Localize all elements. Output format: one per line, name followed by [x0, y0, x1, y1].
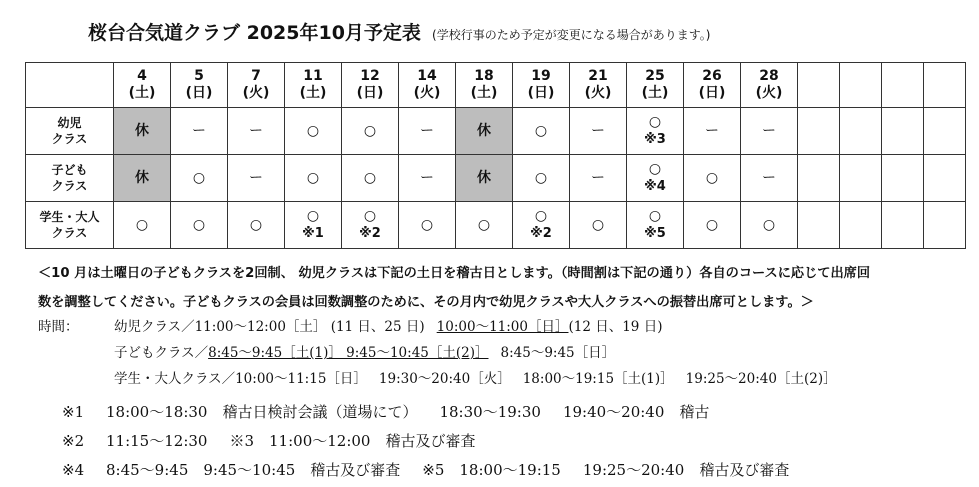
- schedule-cell: [228, 155, 285, 202]
- infant-sun: 10:00～11:00［日］: [436, 319, 569, 335]
- rest-cell: [456, 155, 513, 202]
- footnote-item: 18:00～18:30 稽古日検討会議（道場にて）: [106, 403, 418, 421]
- timetable-label: 時間：: [38, 319, 79, 335]
- title-note: (学校行事のため予定が変更になる場合があります。): [432, 28, 711, 42]
- cell-mark: ○: [306, 169, 320, 186]
- class-label: [26, 202, 114, 249]
- cell-mark: ○: [534, 169, 548, 186]
- date-day: 14: [417, 68, 437, 84]
- cell-mark: ー: [762, 169, 776, 186]
- cell-footnote-ref: ※5: [644, 226, 666, 241]
- footnotes: [62, 398, 789, 485]
- child-sun: 8:45～9:45［日］: [500, 345, 616, 361]
- cell-mark: ○: [306, 122, 320, 139]
- schedule-cell: [741, 202, 798, 249]
- schedule-cell: [285, 155, 342, 202]
- schedule-cell: [114, 202, 171, 249]
- class-label-line: クラス: [51, 226, 88, 240]
- date-weekday: (火): [584, 85, 612, 101]
- notice-line-2: 数を調整してください。子どもクラスの会員は回数調整のために、その月内で幼児クラスや大人クラスへの振替出席可とします。＞: [38, 295, 814, 310]
- adult-sat-2: 19:25～20:40［土(2)］: [685, 371, 837, 387]
- empty-cell: [798, 108, 840, 155]
- infant-sun-dates: (12 日、19 日): [568, 319, 663, 335]
- date-header: [114, 63, 171, 108]
- date-day: 26: [702, 68, 722, 84]
- date-day: 5: [194, 68, 204, 84]
- date-weekday: (日): [185, 85, 213, 101]
- child-sat: 8:45～9:45［土(1)］ 9:45～10:45［土(2)］: [208, 345, 489, 361]
- schedule-cell: [342, 202, 399, 249]
- date-header: [456, 63, 513, 108]
- notice-text: [38, 259, 958, 317]
- date-header: [513, 63, 570, 108]
- date-day: 28: [759, 68, 779, 84]
- timetable-infant: [38, 314, 837, 340]
- cell-mark: ー: [249, 169, 263, 186]
- cell-mark: ○: [591, 216, 605, 233]
- cell-footnote-ref: ※2: [359, 226, 381, 241]
- cell-mark: 休: [135, 169, 149, 186]
- schedule-cell: [171, 202, 228, 249]
- cell-mark: ○: [420, 216, 434, 233]
- schedule-cell: [399, 108, 456, 155]
- cell-mark: ○: [648, 161, 662, 177]
- rest-cell: [114, 108, 171, 155]
- schedule-cell: [627, 155, 684, 202]
- rest-cell: [456, 108, 513, 155]
- empty-cell: [798, 202, 840, 249]
- schedule-cell: [285, 202, 342, 249]
- schedule-cell: [342, 155, 399, 202]
- schedule-cell: [570, 155, 627, 202]
- schedule-cell: [228, 202, 285, 249]
- schedule-row: [26, 108, 966, 155]
- empty-cell: [798, 63, 840, 108]
- footnote-item: 11:15～12:30: [106, 432, 208, 450]
- footnote-item: 19:40～20:40 稽古: [562, 403, 710, 421]
- empty-cell: [882, 155, 924, 202]
- empty-cell: [798, 155, 840, 202]
- schedule-cell: [399, 155, 456, 202]
- cell-mark: 休: [135, 122, 149, 139]
- date-day: 25: [645, 68, 665, 84]
- cell-mark: ○: [363, 122, 377, 139]
- cell-mark: ○: [534, 122, 548, 139]
- schedule-cell: [684, 108, 741, 155]
- notice-line-1: ＜10 月は土曜日の子どもクラスを2回制、 幼児クラスは下記の土日を稽古日とします。（時間割は下記の通り）各自のコースに応じて出席回: [38, 266, 871, 281]
- cell-mark: ○: [192, 169, 206, 186]
- schedule-cell: [513, 155, 570, 202]
- date-weekday: (土): [128, 85, 156, 101]
- class-label-line: クラス: [51, 132, 88, 146]
- date-header: [570, 63, 627, 108]
- schedule-cell: [228, 108, 285, 155]
- schedule-cell: [627, 202, 684, 249]
- footnote-item: ※3 11:00～12:00 稽古及び審査: [229, 432, 476, 450]
- footnote-3: [62, 456, 789, 485]
- class-label-line: 幼児: [57, 116, 82, 130]
- cell-mark: ○: [648, 114, 662, 130]
- cell-mark: ○: [534, 208, 548, 224]
- schedule-cell: [684, 202, 741, 249]
- date-weekday: (日): [698, 85, 726, 101]
- date-day: 7: [251, 68, 261, 84]
- cell-mark: ○: [363, 169, 377, 186]
- schedule-row: [26, 202, 966, 249]
- cell-mark: ○: [762, 216, 776, 233]
- date-header: [285, 63, 342, 108]
- class-label: [26, 108, 114, 155]
- schedule-cell: [627, 108, 684, 155]
- date-weekday: (土): [470, 85, 498, 101]
- cell-mark: ○: [477, 216, 491, 233]
- footnote-mark: ※4: [62, 461, 85, 479]
- empty-cell: [882, 108, 924, 155]
- date-day: 4: [137, 68, 147, 84]
- empty-cell: [882, 63, 924, 108]
- date-header: [399, 63, 456, 108]
- timetable-child: [38, 340, 837, 366]
- date-weekday: (火): [242, 85, 270, 101]
- footnote-item: 19:25～20:40 稽古及び審査: [582, 461, 790, 479]
- date-header: [342, 63, 399, 108]
- schedule-cell: [570, 108, 627, 155]
- cell-footnote-ref: ※2: [530, 226, 552, 241]
- child-label: 子どもクラス／: [114, 345, 209, 361]
- date-header: [171, 63, 228, 108]
- cell-mark: ー: [420, 122, 434, 139]
- schedule-cell: [171, 108, 228, 155]
- cell-mark: ー: [192, 122, 206, 139]
- cell-mark: ○: [249, 216, 263, 233]
- cell-footnote-ref: ※1: [302, 226, 324, 241]
- schedule-cell: [684, 155, 741, 202]
- date-weekday: (土): [641, 85, 669, 101]
- cell-mark: ○: [363, 208, 377, 224]
- empty-cell: [924, 155, 966, 202]
- schedule-cell: [456, 202, 513, 249]
- timetable: [38, 314, 837, 392]
- adult-sat-1: 18:00～19:15［土(1)］: [522, 371, 674, 387]
- cell-mark: ○: [306, 208, 320, 224]
- rest-cell: [114, 155, 171, 202]
- schedule-cell: [513, 202, 570, 249]
- footnote-mark: ※1: [62, 403, 85, 421]
- date-header: [627, 63, 684, 108]
- empty-cell: [840, 202, 882, 249]
- footnote-1: [62, 398, 789, 427]
- schedule-table: [25, 62, 966, 249]
- schedule-cell: [399, 202, 456, 249]
- schedule-cell: [285, 108, 342, 155]
- cell-mark: ー: [591, 169, 605, 186]
- empty-cell: [924, 108, 966, 155]
- class-label-line: クラス: [51, 179, 88, 193]
- schedule-cell: [570, 202, 627, 249]
- footnote-2: [62, 427, 789, 456]
- cell-mark: 休: [477, 169, 491, 186]
- footnote-item: ※5 18:00～19:15: [422, 461, 561, 479]
- schedule-cell: [513, 108, 570, 155]
- class-label-line: 学生・大人: [39, 210, 100, 224]
- cell-footnote-ref: ※4: [644, 179, 666, 194]
- cell-mark: ○: [705, 169, 719, 186]
- date-day: 19: [531, 68, 551, 84]
- date-day: 12: [360, 68, 380, 84]
- date-header: [741, 63, 798, 108]
- cell-mark: ○: [135, 216, 149, 233]
- date-day: 21: [588, 68, 608, 84]
- class-label-line: 子ども: [51, 163, 88, 177]
- date-weekday: (日): [527, 85, 555, 101]
- schedule-cell: [342, 108, 399, 155]
- cell-mark: ー: [762, 122, 776, 139]
- date-header: [684, 63, 741, 108]
- date-weekday: (日): [356, 85, 384, 101]
- adult-sun: 学生・大人クラス／10:00～11:15［日］: [114, 371, 367, 387]
- date-day: 18: [474, 68, 494, 84]
- empty-cell: [924, 63, 966, 108]
- empty-cell: [840, 155, 882, 202]
- footnote-mark: ※2: [62, 432, 85, 450]
- schedule-cell: [171, 155, 228, 202]
- date-weekday: (火): [755, 85, 783, 101]
- schedule-cell: [741, 155, 798, 202]
- date-header: [228, 63, 285, 108]
- header-row: [26, 63, 966, 108]
- adult-tue: 19:30～20:40［火］: [378, 371, 511, 387]
- empty-cell: [882, 202, 924, 249]
- timetable-adult: [38, 366, 837, 392]
- date-day: 11: [303, 68, 323, 84]
- date-weekday: (火): [413, 85, 441, 101]
- infant-sat: 幼児クラス／11:00～12:00［土］ (11 日、25 日): [114, 319, 425, 335]
- schedule-cell: [741, 108, 798, 155]
- page-title: [88, 18, 710, 45]
- cell-footnote-ref: ※3: [644, 132, 666, 147]
- cell-mark: ー: [249, 122, 263, 139]
- cell-mark: ー: [705, 122, 719, 139]
- corner-cell: [26, 63, 114, 108]
- empty-cell: [840, 108, 882, 155]
- cell-mark: ー: [420, 169, 434, 186]
- cell-mark: ○: [705, 216, 719, 233]
- title-text: 桜台合気道クラブ 2025年10月予定表: [88, 22, 421, 44]
- cell-mark: ○: [648, 208, 662, 224]
- schedule-row: [26, 155, 966, 202]
- cell-mark: ○: [192, 216, 206, 233]
- cell-mark: ー: [591, 122, 605, 139]
- empty-cell: [840, 63, 882, 108]
- date-weekday: (土): [299, 85, 327, 101]
- footnote-item: 8:45～9:45 9:45～10:45 稽古及び審査: [106, 461, 401, 479]
- footnote-item: 18:30～19:30: [439, 403, 541, 421]
- empty-cell: [924, 202, 966, 249]
- class-label: [26, 155, 114, 202]
- cell-mark: 休: [477, 122, 491, 139]
